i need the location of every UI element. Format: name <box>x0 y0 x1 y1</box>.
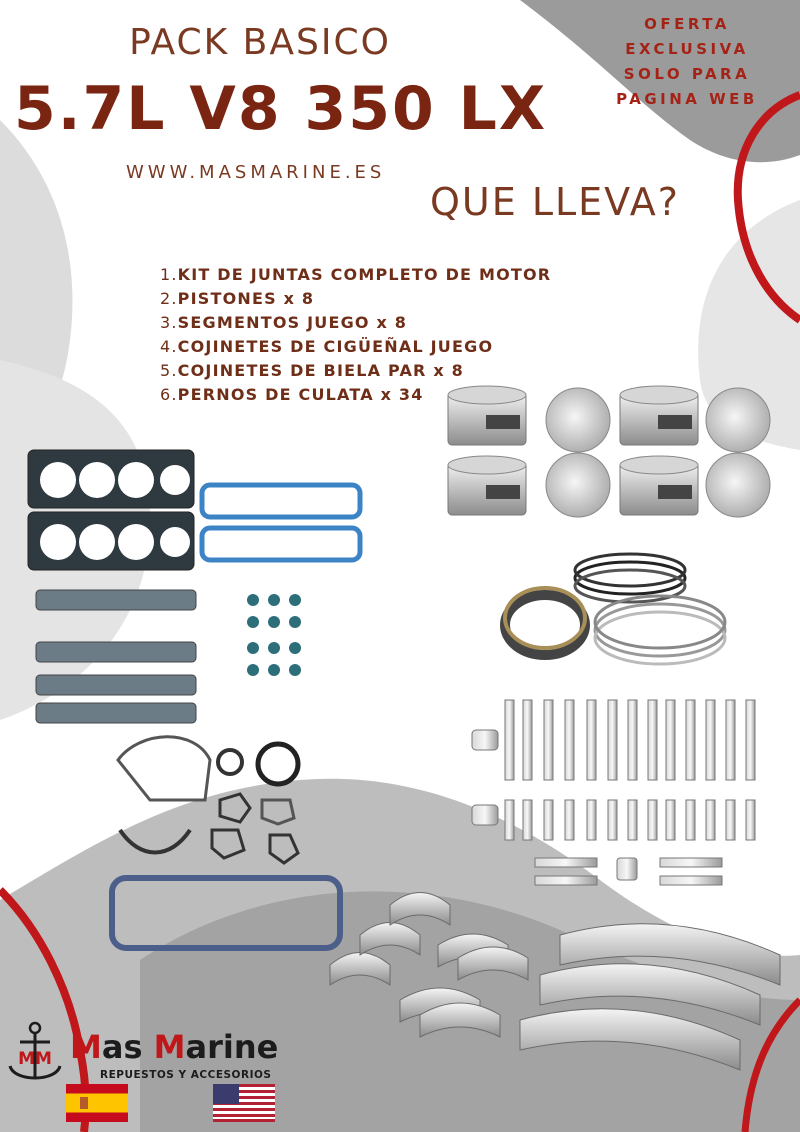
pack-label: PACK BASICO <box>129 22 391 63</box>
svg-text:MM: MM <box>18 1049 52 1069</box>
contents-heading: QUE LLEVA? <box>430 180 680 224</box>
list-item: 3.SEGMENTOS JUEGO x 8 <box>160 313 408 332</box>
gasket-kit-image <box>28 450 360 948</box>
anchor-logo-icon <box>6 1020 64 1090</box>
offer-line: EXCLUSIVA <box>625 40 749 58</box>
spain-flag-icon <box>66 1084 128 1122</box>
offer-line: PAGINA WEB <box>616 90 758 108</box>
usa-flag-icon <box>213 1084 275 1122</box>
brand-tagline: REPUESTOS Y ACCESORIOS <box>100 1069 272 1081</box>
head-bolts-image <box>472 700 755 885</box>
list-item: 2.PISTONES x 8 <box>160 289 315 308</box>
list-item: 1.KIT DE JUNTAS COMPLETO DE MOTOR <box>160 265 552 284</box>
list-item: 6.PERNOS DE CULATA x 34 <box>160 385 424 404</box>
offer-line: OFERTA <box>644 15 730 33</box>
list-item: 5.COJINETES DE BIELA PAR x 8 <box>160 361 464 380</box>
list-item: 4.COJINETES DE CIGÜEÑAL JUEGO <box>160 337 494 356</box>
piston-rings-image <box>505 554 725 664</box>
brand-name: Mas Marine <box>70 1028 279 1066</box>
model-title: 5.7L V8 350 LX <box>14 74 548 144</box>
website-link[interactable]: WWW.MASMARINE.ES <box>126 162 386 183</box>
bearings-image <box>330 893 780 1071</box>
offer-line: SOLO PARA <box>623 65 751 83</box>
pistons-image <box>448 386 770 517</box>
